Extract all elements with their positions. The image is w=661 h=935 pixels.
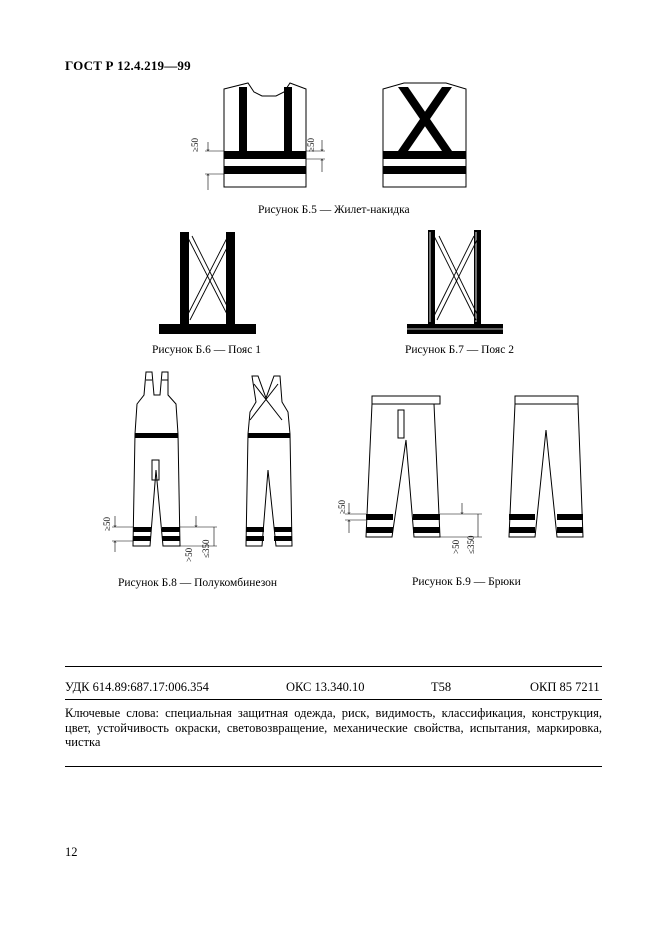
- b8-dim-band-label: ≥50: [102, 517, 112, 531]
- caption-b5: Рисунок Б.5 — Жилет-накидка: [258, 204, 410, 216]
- b5-dim-right-label: ≥50: [306, 138, 316, 152]
- b5-dim-left-label: ≥50: [190, 138, 200, 152]
- caption-b8: Рисунок Б.8 — Полукомбинезон: [118, 577, 278, 589]
- overalls-front-figure: [112, 372, 217, 552]
- b8-dim-height-label: ≤350: [201, 539, 211, 558]
- t-code: Т58: [431, 680, 452, 694]
- footer-mid-rule: [65, 699, 602, 700]
- page-number: 12: [65, 845, 78, 859]
- trousers-front-figure: [345, 396, 482, 537]
- keywords-text: Ключевые слова: специальная защитная одежда, риск, видимость, классификация, конструкция, цвет, устойчивость окраски, световозвращение, механические свойства, испытания, маркировка, чистка: [65, 706, 602, 749]
- vest-front-figure: [205, 83, 325, 190]
- caption-b7: Рисунок Б.7 — Пояс 2: [405, 344, 514, 356]
- b9-dim-band-label: ≥50: [337, 500, 347, 514]
- footer-bottom-rule: [65, 766, 602, 767]
- b9-dim-height-label: ≤350: [466, 535, 476, 554]
- caption-b9: Рисунок Б.9 — Брюки: [412, 576, 521, 588]
- belt1-figure: [159, 232, 256, 334]
- okp-code: ОКП 85 7211: [530, 680, 600, 694]
- oks-code: ОКС 13.340.10: [286, 680, 365, 694]
- footer-top-rule: [65, 666, 602, 667]
- udk-code: УДК 614.89:687.17:006.354: [65, 680, 209, 694]
- belt2-figure: [407, 230, 503, 334]
- vest-back-figure: [383, 83, 466, 187]
- trousers-back-figure: [509, 396, 583, 537]
- overalls-back-figure: [246, 376, 292, 546]
- b9-dim-band2-label: >50: [451, 539, 461, 554]
- document-header: ГОСТ Р 12.4.219—99: [65, 58, 191, 73]
- caption-b6: Рисунок Б.6 — Пояс 1: [152, 344, 261, 356]
- b8-dim-band2-label: >50: [184, 547, 194, 562]
